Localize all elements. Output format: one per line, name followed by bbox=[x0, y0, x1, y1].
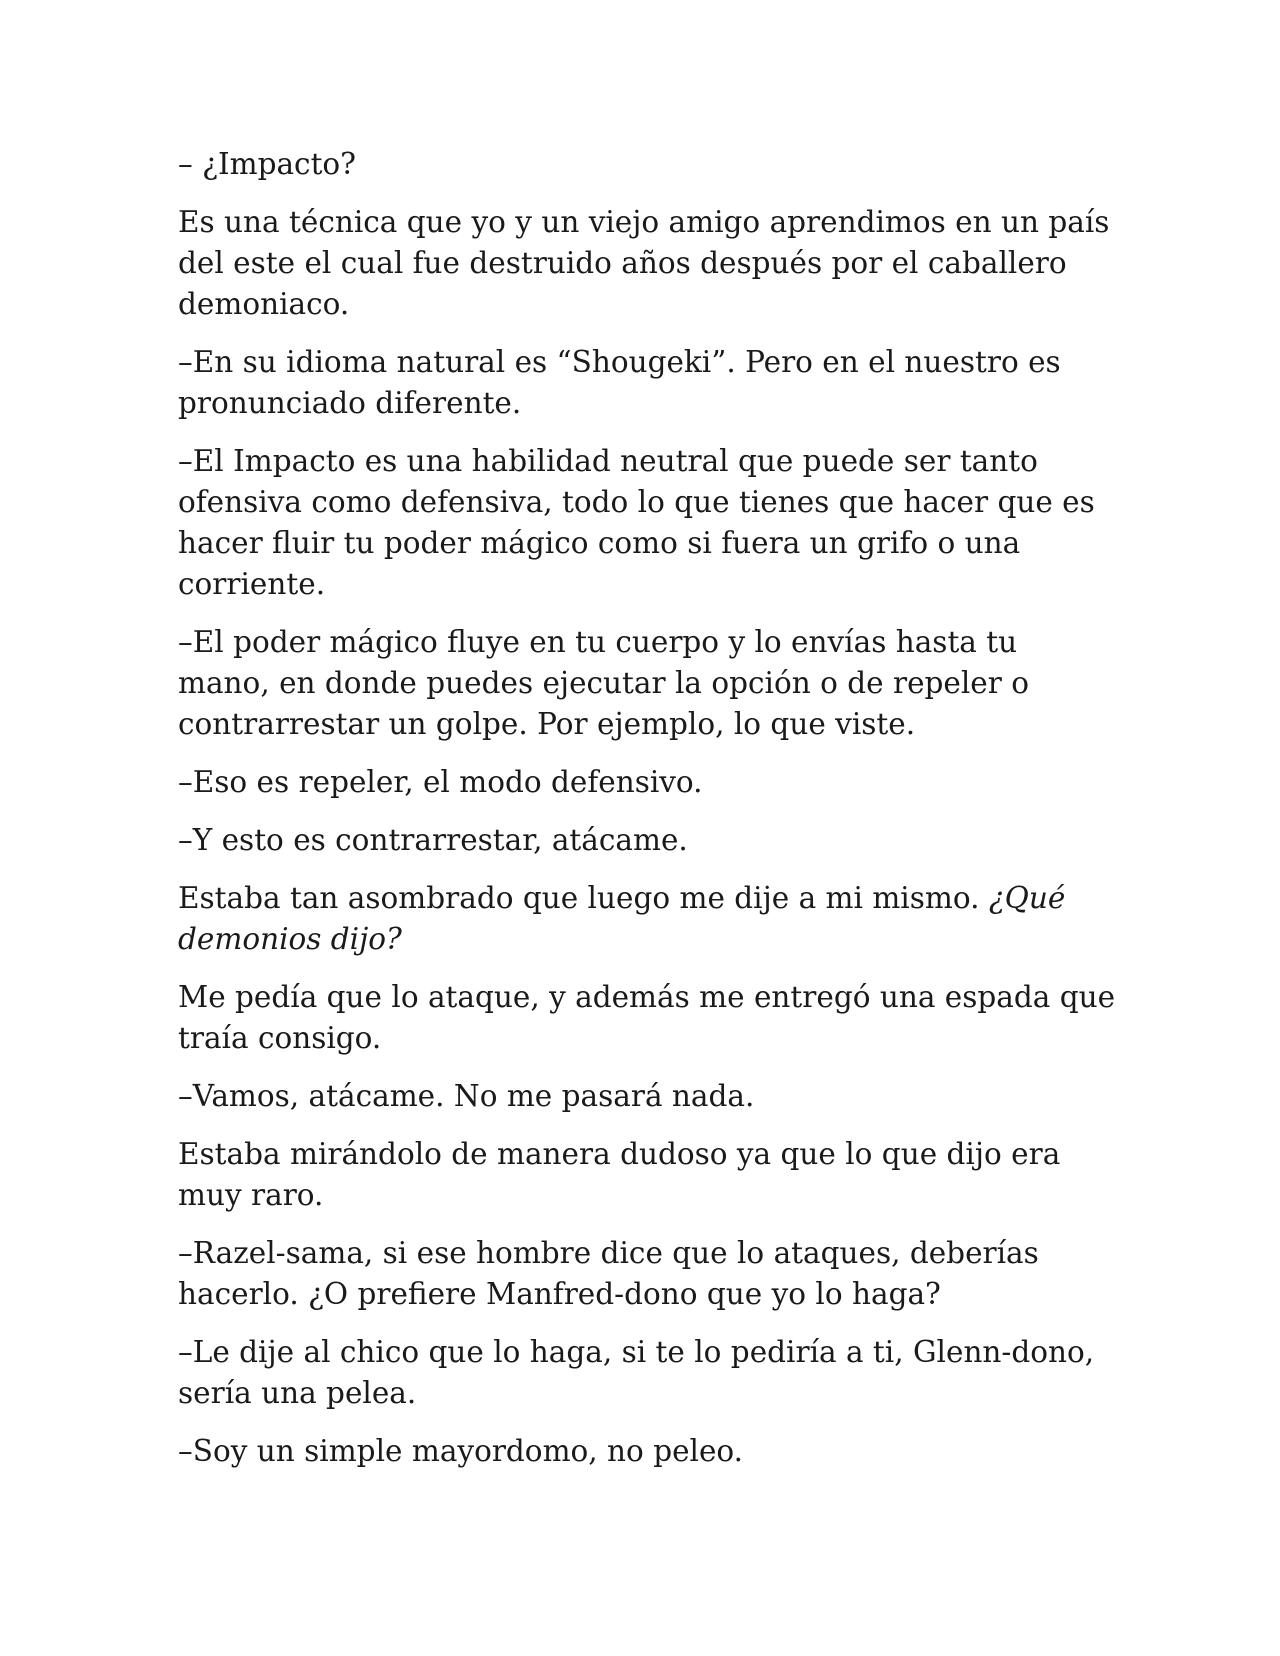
paragraph: Es una técnica que yo y un viejo amigo aprendimos en un país del este el cual fue destruido años después por el caballero demoniaco. bbox=[178, 205, 1110, 321]
paragraph: –Eso es repeler, el modo defensivo. bbox=[178, 765, 703, 799]
paragraph: –Vamos, atácame. No me pasará nada. bbox=[178, 1079, 755, 1113]
paragraph: Me pedía que lo ataque, y además me entregó una espada que traía consigo. bbox=[178, 980, 1116, 1055]
paragraph: –El Impacto es una habilidad neutral que puede ser tanto ofensiva como defensiva, todo lo que tienes que hacer que es hacer fluir tu poder mágico como si fuera un grifo o una corriente. bbox=[178, 444, 1095, 601]
document-page bbox=[178, 144, 1118, 1489]
paragraph: –Le dije al chico que lo haga, si te lo pediría a ti, Glenn-dono, sería una pelea. bbox=[178, 1335, 1095, 1410]
paragraph: –Soy un simple mayordomo, no peleo. bbox=[178, 1434, 744, 1468]
paragraph: –Razel-sama, si ese hombre dice que lo ataques, deberías hacerlo. ¿O prefiere Manfred-dono que yo lo haga? bbox=[178, 1236, 1039, 1311]
paragraph: –En su idioma natural es “Shougeki”. Pero en el nuestro es pronunciado diferente. bbox=[178, 345, 1061, 420]
paragraph: –El poder mágico fluye en tu cuerpo y lo envías hasta tu mano, en donde puedes ejecutar la opción o de repeler o contrarrestar un golpe. Por ejemplo, lo que viste. bbox=[178, 625, 1030, 741]
paragraph: Estaba mirándolo de manera dudoso ya que lo que dijo era muy raro. bbox=[178, 1137, 1061, 1212]
paragraph: –Y esto es contrarrestar, atácame. bbox=[178, 823, 688, 857]
italic-thought: ¿Qué demonios dijo? bbox=[178, 881, 1066, 956]
paragraph-with-italic bbox=[178, 878, 1118, 960]
paragraph: – ¿Impacto? bbox=[178, 147, 356, 181]
paragraph-text: Estaba tan asombrado que luego me dije a mi mismo. bbox=[178, 881, 989, 915]
